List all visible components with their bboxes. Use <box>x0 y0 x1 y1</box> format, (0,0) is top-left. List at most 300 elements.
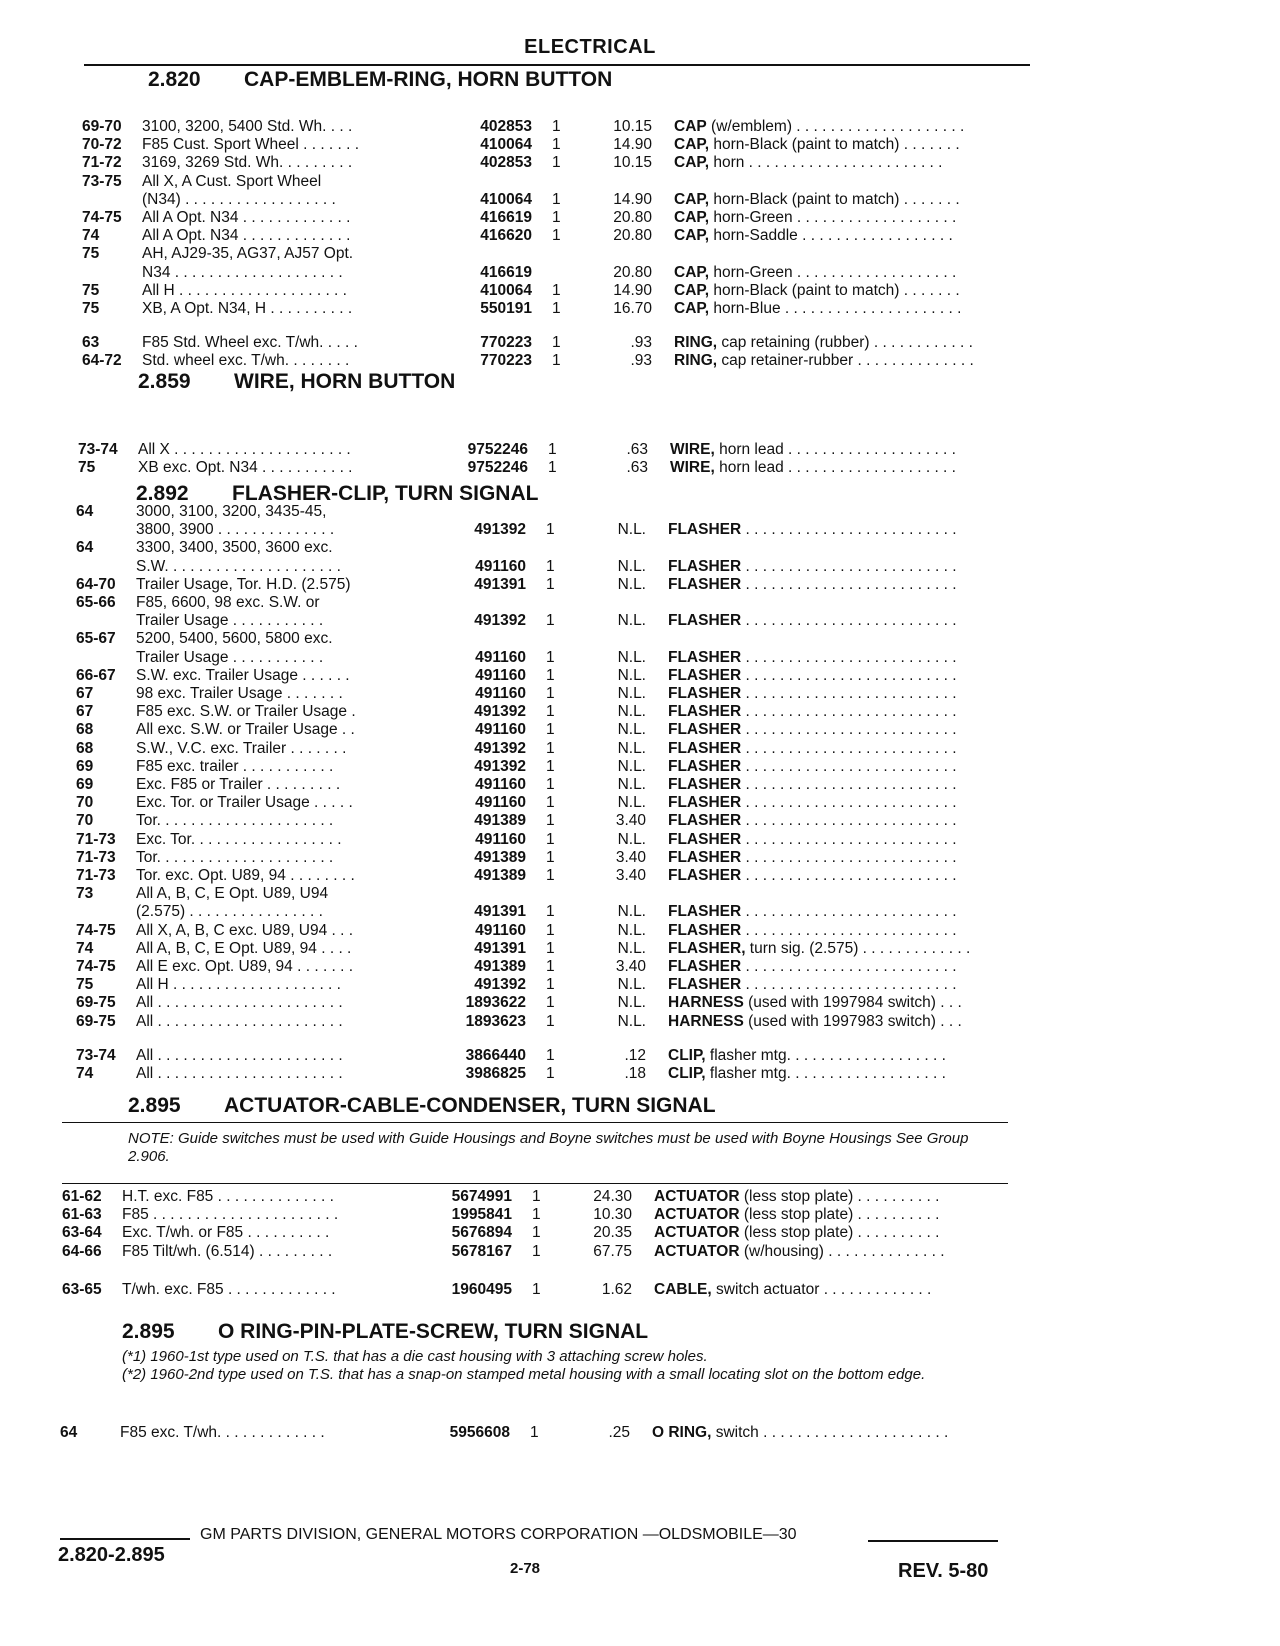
application: S.W. exc. Trailer Usage . . . . . . <box>136 667 350 684</box>
year-range: 73-74 <box>78 441 118 458</box>
description <box>668 994 1018 1012</box>
application: Exc. Tor. or Trailer Usage . . . . . <box>136 794 353 811</box>
quantity: 1 <box>546 558 555 575</box>
year-range: 75 <box>78 459 96 476</box>
description-text: . . . . . . . . . . . . . . . . . . . . . . . . . <box>741 831 957 848</box>
part-name: FLASHER <box>668 649 742 666</box>
part-number: 491160 <box>475 685 526 702</box>
section-note-2: (*2) 1960-2nd type used on T.S. that has a snap-on stamped metal housing with a small locating slot on the bottom edge. <box>122 1366 926 1383</box>
part-number: 491160 <box>475 831 526 848</box>
quantity: 1 <box>546 721 555 738</box>
part-number: 491392 <box>474 703 526 720</box>
price: N.L. <box>617 922 646 939</box>
year-range: 64 <box>60 1424 78 1441</box>
description <box>668 812 1018 830</box>
price: N.L. <box>617 994 646 1011</box>
part-row <box>82 154 1022 172</box>
part-row <box>62 1224 1002 1242</box>
application: T/wh. exc. F85 . . . . . . . . . . . . . <box>122 1281 336 1298</box>
year-range: 75 <box>82 245 100 262</box>
application: F85 . . . . . . . . . . . . . . . . . . . . . . <box>122 1206 339 1223</box>
price: 14.90 <box>613 282 652 299</box>
part-number: 5676894 <box>451 1224 512 1241</box>
part-name: FLASHER <box>668 812 742 829</box>
description <box>654 1188 1004 1206</box>
price: .63 <box>626 459 648 476</box>
description <box>674 352 1024 370</box>
part-name: FLASHER <box>668 758 742 775</box>
part-number: 402853 <box>480 118 532 135</box>
description <box>668 940 1018 958</box>
quantity: 1 <box>546 812 555 829</box>
year-range: 71-73 <box>76 831 116 848</box>
description-text: horn-Saddle . . . . . . . . . . . . . . . . . . <box>709 227 953 244</box>
application: (N34) . . . . . . . . . . . . . . . . . . <box>142 191 336 208</box>
quantity: 1 <box>546 740 555 757</box>
part-row <box>78 441 1018 459</box>
part-number: 5674991 <box>451 1188 512 1205</box>
section-title <box>128 1094 716 1118</box>
quantity: 1 <box>552 300 561 317</box>
application: 3800, 3900 . . . . . . . . . . . . . . <box>136 521 335 538</box>
part-number: 491389 <box>474 849 526 866</box>
price: 10.30 <box>593 1206 632 1223</box>
section-heading: O RING-PIN-PLATE-SCREW, TURN SIGNAL <box>218 1320 649 1343</box>
year-range: 73-75 <box>82 173 122 190</box>
quantity: 1 <box>546 940 555 957</box>
part-number: 491392 <box>474 521 526 538</box>
part-row <box>76 667 1016 685</box>
description <box>668 776 1018 794</box>
part-row <box>82 136 1022 154</box>
application: F85 Cust. Sport Wheel . . . . . . . <box>142 136 360 153</box>
description <box>668 1047 1018 1065</box>
year-range: 61-63 <box>62 1206 102 1223</box>
description-text: horn-Blue . . . . . . . . . . . . . . . . . . . . . <box>709 300 962 317</box>
price: 24.30 <box>593 1188 632 1205</box>
page-title: ELECTRICAL <box>524 36 656 58</box>
application: All exc. S.W. or Trailer Usage . . <box>136 721 355 738</box>
part-row <box>76 1065 1016 1083</box>
part-name: FLASHER <box>668 958 742 975</box>
year-range: 66-67 <box>76 667 116 684</box>
part-row <box>82 282 1022 300</box>
part-name: CAP, <box>674 154 710 171</box>
application: F85, 6600, 98 exc. S.W. or <box>136 594 320 611</box>
quantity: 1 <box>552 136 561 153</box>
year-range: 71-73 <box>76 849 116 866</box>
price: N.L. <box>617 612 646 629</box>
price: 3.40 <box>615 867 646 884</box>
part-name: FLASHER <box>668 667 742 684</box>
quantity: 1 <box>546 685 555 702</box>
quantity: 1 <box>546 794 555 811</box>
description <box>674 209 1024 227</box>
part-row <box>76 576 1016 594</box>
part-number: 491392 <box>474 740 526 757</box>
description <box>674 300 1024 318</box>
price: N.L. <box>617 576 646 593</box>
description <box>668 758 1018 776</box>
part-row <box>82 352 1022 370</box>
description-text: . . . . . . . . . . . . . . . . . . . . . . . . . <box>741 958 957 975</box>
part-row <box>78 459 1018 477</box>
part-row <box>76 721 1016 739</box>
quantity: 1 <box>546 1065 555 1082</box>
quantity: 1 <box>546 958 555 975</box>
part-row <box>76 922 1016 940</box>
quantity: 1 <box>546 667 555 684</box>
part-row <box>76 831 1016 849</box>
part-number: 491392 <box>474 612 526 629</box>
description-text: . . . . . . . . . . . . . . . . . . . . . . . . . <box>741 776 957 793</box>
part-row <box>76 940 1016 958</box>
part-name: CAP, <box>674 227 710 244</box>
part-row <box>82 227 1022 245</box>
quantity: 1 <box>552 352 561 369</box>
part-name: FLASHER <box>668 776 742 793</box>
year-range: 69-70 <box>82 118 122 135</box>
quantity: 1 <box>552 118 561 135</box>
application: F85 exc. trailer . . . . . . . . . . . <box>136 758 334 775</box>
description-text: switch . . . . . . . . . . . . . . . . . . . . . . <box>711 1424 949 1441</box>
description-text: turn sig. (2.575) . . . . . . . . . . . . . <box>745 940 971 957</box>
price: N.L. <box>617 758 646 775</box>
part-name: CAP, <box>674 209 710 226</box>
part-number: 491391 <box>474 576 526 593</box>
description <box>668 1013 1018 1031</box>
part-row <box>82 173 1022 191</box>
year-range: 64-72 <box>82 352 122 369</box>
part-row <box>76 758 1016 776</box>
description <box>654 1224 1004 1242</box>
part-number: 491392 <box>474 976 526 993</box>
part-row <box>62 1281 1002 1299</box>
part-name: FLASHER <box>668 576 742 593</box>
section-title <box>138 370 455 394</box>
quantity: 1 <box>546 903 555 920</box>
part-name: FLASHER, <box>668 940 746 957</box>
part-number: 491160 <box>475 649 526 666</box>
part-name: FLASHER <box>668 721 742 738</box>
year-range: 71-72 <box>82 154 122 171</box>
quantity: 1 <box>546 703 555 720</box>
part-number: 5678167 <box>451 1243 512 1260</box>
description-text: horn lead . . . . . . . . . . . . . . . . . . . . <box>714 441 956 458</box>
part-name: RING, <box>674 352 718 369</box>
part-number: 410064 <box>480 136 532 153</box>
description <box>668 612 1018 630</box>
quantity: 1 <box>546 867 555 884</box>
part-number: 550191 <box>480 300 532 317</box>
description <box>668 649 1018 667</box>
application: F85 Std. Wheel exc. T/wh. . . . . <box>142 334 358 351</box>
application: Tor. . . . . . . . . . . . . . . . . . . . . <box>136 812 334 829</box>
application: 5200, 5400, 5600, 5800 exc. <box>136 630 333 647</box>
year-range: 64 <box>76 503 94 520</box>
part-name: FLASHER <box>668 903 742 920</box>
price: .63 <box>626 441 648 458</box>
part-name: FLASHER <box>668 831 742 848</box>
price: N.L. <box>617 903 646 920</box>
part-row <box>82 245 1022 263</box>
quantity: 1 <box>532 1188 541 1205</box>
application: All A, B, C, E Opt. U89, 94 . . . . <box>136 940 352 957</box>
description-text: switch actuator . . . . . . . . . . . . . <box>711 1281 932 1298</box>
application: All H . . . . . . . . . . . . . . . . . . . . <box>142 282 347 299</box>
part-row <box>76 703 1016 721</box>
part-row <box>76 885 1016 903</box>
price: .93 <box>630 352 652 369</box>
part-name: FLASHER <box>668 794 742 811</box>
part-row <box>76 503 1016 521</box>
part-number: 402853 <box>480 154 532 171</box>
description <box>674 154 1024 172</box>
price: N.L. <box>617 940 646 957</box>
part-row <box>82 209 1022 227</box>
part-row <box>76 976 1016 994</box>
description <box>668 903 1018 921</box>
part-name: FLASHER <box>668 685 742 702</box>
application: F85 Tilt/wh. (6.514) . . . . . . . . . <box>122 1243 333 1260</box>
price: 10.15 <box>613 118 652 135</box>
part-row <box>76 812 1016 830</box>
part-number: 1995841 <box>451 1206 512 1223</box>
part-number: 491160 <box>475 667 526 684</box>
description-text: . . . . . . . . . . . . . . . . . . . . . . . . . <box>741 922 957 939</box>
part-name: RING, <box>674 334 718 351</box>
part-name: ACTUATOR <box>654 1188 740 1205</box>
description <box>670 441 1020 459</box>
footer-publisher: GM PARTS DIVISION, GENERAL MOTORS CORPORATION —OLDSMOBILE—30 <box>200 1526 797 1543</box>
year-range: 67 <box>76 703 94 720</box>
part-row <box>62 1243 1002 1261</box>
description-text: . . . . . . . . . . . . . . . . . . . . . . . . . <box>741 867 957 884</box>
year-range: 71-73 <box>76 867 116 884</box>
description <box>668 794 1018 812</box>
application: S.W. . . . . . . . . . . . . . . . . . . . . <box>136 558 341 575</box>
quantity: 1 <box>552 282 561 299</box>
part-number: 491160 <box>475 794 526 811</box>
part-number: 3866440 <box>465 1047 526 1064</box>
description <box>674 282 1024 300</box>
part-name: FLASHER <box>668 740 742 757</box>
section-rule <box>62 1122 1008 1123</box>
part-row <box>76 903 1016 921</box>
part-row <box>76 685 1016 703</box>
description-text: . . . . . . . . . . . . . . . . . . . . . . . . . <box>741 612 957 629</box>
quantity: 1 <box>532 1281 541 1298</box>
description <box>668 976 1018 994</box>
part-name: CAP, <box>674 136 710 153</box>
part-number: 416620 <box>480 227 532 244</box>
footer-range: 2.820-2.895 <box>58 1544 165 1566</box>
part-number: 1893623 <box>465 1013 526 1030</box>
section-number: 2.895 <box>128 1094 181 1117</box>
price: .25 <box>608 1424 630 1441</box>
price: 20.35 <box>593 1224 632 1241</box>
quantity: 1 <box>552 209 561 226</box>
description <box>674 227 1024 245</box>
price: N.L. <box>617 740 646 757</box>
part-name: FLASHER <box>668 521 742 538</box>
price: N.L. <box>617 831 646 848</box>
application: All A Opt. N34 . . . . . . . . . . . . . <box>142 209 351 226</box>
description <box>668 922 1018 940</box>
quantity: 1 <box>546 849 555 866</box>
year-range: 67 <box>76 685 94 702</box>
description-text: cap retainer-rubber . . . . . . . . . . . . . . <box>717 352 974 369</box>
part-row <box>76 776 1016 794</box>
quantity: 1 <box>532 1206 541 1223</box>
quantity: 1 <box>552 334 561 351</box>
quantity: 1 <box>548 441 557 458</box>
price: .12 <box>624 1047 646 1064</box>
part-number: 416619 <box>480 264 532 281</box>
year-range: 75 <box>82 300 100 317</box>
description-text: horn-Black (paint to match) . . . . . . . <box>709 136 960 153</box>
part-number: 491391 <box>474 903 526 920</box>
year-range: 70 <box>76 812 94 829</box>
part-row <box>76 630 1016 648</box>
part-row <box>76 794 1016 812</box>
part-name: WIRE, <box>670 441 715 458</box>
description <box>654 1281 1004 1299</box>
description <box>670 459 1020 477</box>
application: All . . . . . . . . . . . . . . . . . . . . . . <box>136 1013 343 1030</box>
part-name: CAP, <box>674 300 710 317</box>
year-range: 75 <box>76 976 94 993</box>
application: Exc. F85 or Trailer . . . . . . . . . <box>136 776 341 793</box>
year-range: 73 <box>76 885 94 902</box>
part-name: CABLE, <box>654 1281 712 1298</box>
description-text: horn . . . . . . . . . . . . . . . . . . . . . . . <box>709 154 943 171</box>
quantity: 1 <box>546 521 555 538</box>
price: 16.70 <box>613 300 652 317</box>
application: Trailer Usage, Tor. H.D. (2.575) <box>136 576 351 593</box>
description <box>668 521 1018 539</box>
description <box>668 667 1018 685</box>
quantity: 1 <box>530 1424 539 1441</box>
year-range: 70-72 <box>82 136 122 153</box>
part-name: FLASHER <box>668 849 742 866</box>
year-range: 64 <box>76 539 94 556</box>
part-number: 491160 <box>475 721 526 738</box>
part-name: CLIP, <box>668 1065 706 1082</box>
description-text: horn-Black (paint to match) . . . . . . . <box>709 282 960 299</box>
application: H.T. exc. F85 . . . . . . . . . . . . . . <box>122 1188 334 1205</box>
part-number: 491160 <box>475 922 526 939</box>
price: N.L. <box>617 976 646 993</box>
price: N.L. <box>617 721 646 738</box>
price: N.L. <box>617 558 646 575</box>
part-name: CAP, <box>674 191 710 208</box>
description <box>668 740 1018 758</box>
price: 3.40 <box>615 958 646 975</box>
part-row <box>76 740 1016 758</box>
application: 98 exc. Trailer Usage . . . . . . . <box>136 685 343 702</box>
quantity: 1 <box>546 994 555 1011</box>
section-heading: CAP-EMBLEM-RING, HORN BUTTON <box>244 68 613 91</box>
part-name: HARNESS <box>668 994 744 1011</box>
section-note-1: (*1) 1960-1st type used on T.S. that has a die cast housing with 3 attaching screw holes. <box>122 1348 708 1365</box>
description-text: . . . . . . . . . . . . . . . . . . . . . . . . . <box>741 685 957 702</box>
section-number: 2.859 <box>138 370 191 393</box>
part-number: 491391 <box>474 940 526 957</box>
part-number: 1893622 <box>465 994 526 1011</box>
quantity: 1 <box>552 227 561 244</box>
year-range: 69-75 <box>76 1013 116 1030</box>
part-name: FLASHER <box>668 612 742 629</box>
description-text: . . . . . . . . . . . . . . . . . . . . . . . . . <box>741 812 957 829</box>
application: All X, A, B, C exc. U89, U94 . . . <box>136 922 354 939</box>
description-text: horn-Green . . . . . . . . . . . . . . . . . . . <box>709 209 957 226</box>
application: XB, A Opt. N34, H . . . . . . . . . . <box>142 300 353 317</box>
part-number: 9752246 <box>467 459 528 476</box>
description-text: . . . . . . . . . . . . . . . . . . . . . . . . . <box>741 903 957 920</box>
part-number: 410064 <box>480 191 532 208</box>
description <box>668 867 1018 885</box>
description-text: . . . . . . . . . . . . . . . . . . . . . . . . . <box>741 521 957 538</box>
part-row <box>76 521 1016 539</box>
year-range: 74 <box>76 1065 94 1082</box>
price: 20.80 <box>613 209 652 226</box>
application: F85 exc. S.W. or Trailer Usage . <box>136 703 356 720</box>
description-text: . . . . . . . . . . . . . . . . . . . . . . . . . <box>741 576 957 593</box>
part-row <box>76 958 1016 976</box>
part-row <box>60 1424 1000 1442</box>
part-row <box>76 612 1016 630</box>
footer-rule-left <box>60 1538 190 1540</box>
part-row <box>76 1013 1016 1031</box>
quantity: 1 <box>532 1224 541 1241</box>
part-name: ACTUATOR <box>654 1206 740 1223</box>
year-range: 63-65 <box>62 1281 102 1298</box>
year-range: 74 <box>76 940 94 957</box>
description <box>668 576 1018 594</box>
part-name: CAP <box>674 118 707 135</box>
description <box>668 558 1018 576</box>
description-text: (w/emblem) . . . . . . . . . . . . . . . . . . . . <box>706 118 965 135</box>
application: All H . . . . . . . . . . . . . . . . . . . . <box>136 976 341 993</box>
part-number: 770223 <box>480 352 532 369</box>
description-text: . . . . . . . . . . . . . . . . . . . . . . . . . <box>741 794 957 811</box>
part-row <box>62 1206 1002 1224</box>
part-name: ACTUATOR <box>654 1243 740 1260</box>
quantity: 1 <box>546 1047 555 1064</box>
year-range: 68 <box>76 721 94 738</box>
description <box>668 849 1018 867</box>
part-row <box>82 118 1022 136</box>
quantity: 1 <box>548 459 557 476</box>
price: N.L. <box>617 649 646 666</box>
year-range: 69 <box>76 776 94 793</box>
description <box>654 1243 1004 1261</box>
price: 67.75 <box>593 1243 632 1260</box>
application: 3169, 3269 Std. Wh. . . . . . . . . <box>142 154 353 171</box>
quantity: 1 <box>552 191 561 208</box>
quantity: 1 <box>546 976 555 993</box>
part-number: 491160 <box>475 776 526 793</box>
description <box>668 831 1018 849</box>
part-name: FLASHER <box>668 558 742 575</box>
part-number: 491389 <box>474 812 526 829</box>
price: .93 <box>630 334 652 351</box>
price: N.L. <box>617 776 646 793</box>
description-text: flasher mtg. . . . . . . . . . . . . . . . . . . <box>705 1047 946 1064</box>
application: All A, B, C, E Opt. U89, U94 <box>136 885 329 902</box>
description-text: . . . . . . . . . . . . . . . . . . . . . . . . . <box>741 649 957 666</box>
